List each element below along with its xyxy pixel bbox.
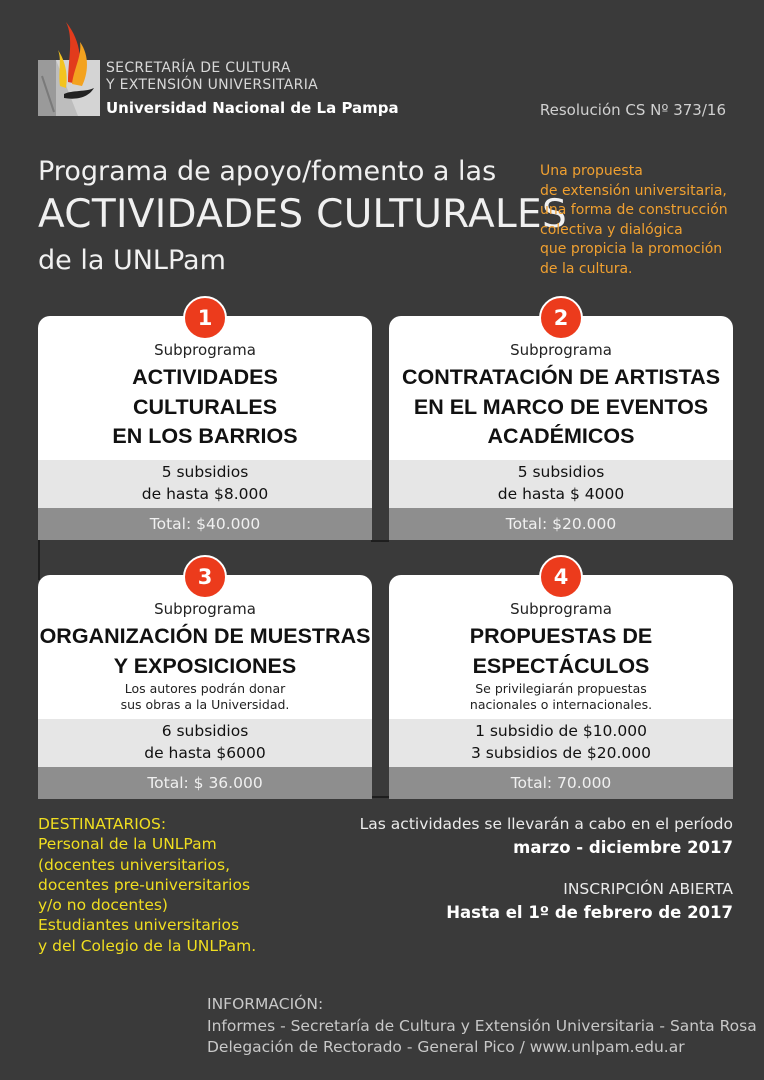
information-line: Delegación de Rectorado - General Pico / www.unlpam.edu.ar	[207, 1038, 685, 1056]
subprogram-card-3	[38, 565, 372, 799]
subsidy-line: 5 subsidios	[161, 463, 249, 481]
card-number-badge: 3	[183, 555, 227, 599]
recipients-line: docentes pre-universitarios	[38, 875, 251, 894]
subsidy-line: de hasta $6000	[144, 744, 266, 762]
card-note	[38, 681, 372, 713]
card-total: Total: $40.000	[38, 508, 372, 540]
schedule-period: marzo - diciembre 2017	[513, 838, 733, 857]
information-line: Informes - Secretaría de Cultura y Extensión Universitaria - Santa Rosa	[207, 1016, 757, 1035]
subsidy-line: 1 subsidio de $10.000	[475, 722, 647, 740]
recipients-heading: DESTINATARIOS:	[38, 815, 167, 833]
subsidy-line: 6 subsidios	[161, 722, 249, 740]
card-number-badge: 4	[539, 555, 583, 599]
university-name: Universidad Nacional de La Pampa	[106, 99, 399, 117]
tagline-line: colectiva y dialógica	[540, 221, 683, 238]
card-title-line: CONTRATACIÓN DE ARTISTAS	[401, 365, 721, 389]
org-name	[106, 60, 318, 94]
note-line: Se privilegiarán propuestas	[475, 681, 647, 696]
note-line: sus obras a la Universidad.	[120, 697, 290, 712]
card-title-line: PROPUESTAS DE	[469, 624, 653, 648]
org-line-2: Y EXTENSIÓN UNIVERSITARIA	[106, 77, 319, 93]
registration-heading: INSCRIPCIÓN ABIERTA	[563, 880, 733, 898]
tagline-line: que propicia la promoción	[540, 241, 723, 257]
connector-line	[371, 796, 389, 798]
university-logo	[38, 20, 100, 118]
card-title-line: EN LOS BARRIOS	[112, 424, 298, 448]
subprogram-card-2	[389, 306, 733, 540]
resolution-number: Resolución CS Nº 373/16	[539, 101, 726, 119]
recipients-line: Personal de la UNLPam	[38, 835, 217, 854]
card-title-line: ACTIVIDADES	[132, 365, 278, 389]
tagline	[540, 162, 728, 279]
information-heading: INFORMACIÓN:	[207, 995, 324, 1013]
tagline-line: de la cultura.	[540, 260, 633, 277]
card-subsidies	[38, 460, 372, 508]
tagline-line: una forma de construcción	[540, 202, 728, 218]
recipients-line: (docentes universitarios,	[38, 855, 231, 874]
information-block	[207, 994, 757, 1059]
card-total: Total: 70.000	[389, 767, 733, 799]
card-number-badge: 2	[539, 296, 583, 340]
card-subsidies	[389, 719, 733, 767]
schedule-text: Las actividades se llevarán a cabo en el período	[359, 815, 733, 833]
card-title	[38, 622, 372, 681]
subsidy-line: 5 subsidios	[517, 463, 605, 481]
subsidy-line: de hasta $8.000	[141, 485, 269, 503]
subprogram-card-1	[38, 306, 372, 540]
recipients-line: Estudiantes universitarios	[38, 916, 240, 935]
card-title	[38, 363, 372, 452]
card-label: Subprograma	[154, 341, 256, 359]
card-label: Subprograma	[510, 341, 612, 359]
card-subsidies	[389, 460, 733, 508]
title-line-2: ACTIVIDADES CULTURALES	[38, 192, 568, 237]
recipients-line: y/o no docentes)	[38, 896, 168, 915]
org-line-1: SECRETARÍA DE CULTURA	[106, 60, 291, 76]
note-line: Los autores podrán donar	[124, 681, 286, 696]
card-title	[389, 622, 733, 681]
card-title-line: Y EXPOSICIONES	[113, 653, 297, 678]
card-label: Subprograma	[154, 600, 256, 618]
card-label: Subprograma	[510, 600, 612, 618]
tagline-line: de extensión universitaria,	[540, 182, 727, 199]
card-title-line: EN EL MARCO DE EVENTOS	[413, 394, 709, 419]
card-total: Total: $20.000	[389, 508, 733, 540]
subsidy-line: de hasta $ 4000	[497, 485, 625, 503]
card-title-line: ACADÉMICOS	[487, 424, 635, 448]
card-title-line: CULTURALES	[132, 394, 278, 419]
recipients-block	[38, 814, 256, 956]
card-title	[389, 363, 733, 452]
subprogram-card-4	[389, 565, 733, 799]
registration-deadline: Hasta el 1º de febrero de 2017	[446, 903, 733, 922]
connector-line	[371, 540, 389, 542]
card-total: Total: $ 36.000	[38, 767, 372, 799]
card-number-badge: 1	[183, 296, 227, 340]
tagline-line: Una propuesta	[540, 163, 643, 179]
connector-line	[38, 540, 40, 580]
note-line: nacionales o internacionales.	[469, 697, 653, 712]
recipients-line: y del Colegio de la UNLPam.	[38, 936, 257, 955]
card-title-line: ESPECTÁCULOS	[472, 653, 650, 678]
subsidy-line: 3 subsidios de $20.000	[471, 744, 651, 762]
card-subsidies	[38, 719, 372, 767]
title-line-1: Programa de apoyo/fomento a las	[38, 156, 497, 187]
title-line-3: de la UNLPam	[38, 245, 226, 276]
card-title-line: ORGANIZACIÓN DE MUESTRAS	[39, 624, 371, 648]
card-note	[389, 681, 733, 713]
